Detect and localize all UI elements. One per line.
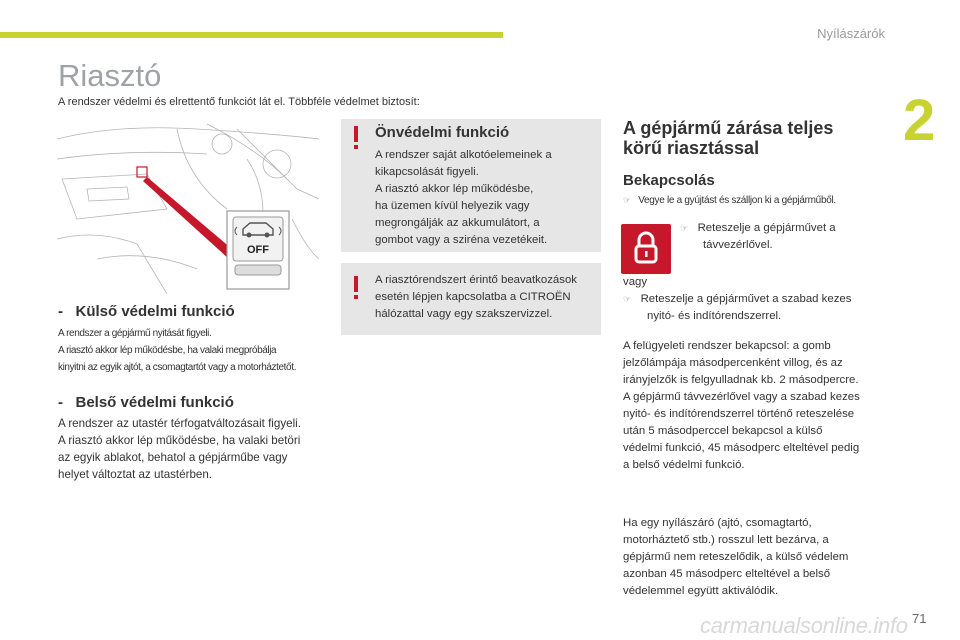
step-lock-remote: ☞ Reteszelje a gépjárművet a távvezérlővel. bbox=[680, 222, 836, 251]
or-text: vagy bbox=[623, 276, 648, 288]
header-accent-bar bbox=[0, 32, 503, 38]
dashboard-illustration bbox=[57, 119, 319, 294]
intro-text: A rendszer védelmi és elrettentő funkciót lát el. Többféle védelmet biztosít: bbox=[58, 96, 420, 108]
self-protection-text: A rendszer saját alkotóelemeinek a kikapcsolását figyeli. A riasztó akkor lép működésbe, ha üzemen kívül helyezik vagy megrongálják az akkumulátort, a gombot vagy a sziréna vezetékeit. bbox=[375, 149, 552, 246]
self-protection-heading: Önvédelmi funkció bbox=[375, 124, 510, 141]
warning-note-text: A riasztórendszert érintő beavatkozások esetén lépjen kapcsolatba a CITROËN hálózattal vagy egy szakszervizzel. bbox=[375, 274, 577, 320]
internal-protection-text: A rendszer az utastér térfogatváltozásait figyeli. A riasztó akkor lép működésbe, ha valaki betöri az egyik ablakot, behatol a gépjárműbe vagy helyet változtat az utastérben. bbox=[58, 417, 301, 481]
lock-button-icon bbox=[621, 224, 671, 274]
watermark: carmanualsonline.info bbox=[700, 613, 908, 638]
external-protection-text: A rendszer a gépjármű nyitását figyeli. A riasztó akkor lép működésbe, ha valaki megpróbálja kinyitni az egyik ajtót, a csomagtartót vagy a motorháztetőt. bbox=[58, 328, 296, 373]
page-title: Riasztó bbox=[58, 58, 162, 93]
badly-closed-note: Ha egy nyílászáró (ajtó, csomagtartó, motorháztető stb.) rosszul lett bezárva, a gépjármű nem reteszelődik, a külső védelem azonban 45 másodperc elteltével a belső védelemmel együtt aktiválódik. bbox=[623, 517, 849, 597]
off-label: OFF bbox=[247, 244, 269, 256]
locking-alarm-heading: A gépjármű zárása teljes körű riasztással bbox=[623, 118, 834, 158]
activation-description: A felügyeleti rendszer bekapcsol: a gomb jelzőlámpája másodpercenként villog, és az irányjelzők is felgyulladnak kb. 2 másodpercre. A gépjármű távvezérlővel vagy a szabad kezes nyitó- és indítórendszerrel történő reteszelése után 5 másodperccel bekapcsol a külső védelmi funkció, 45 másodperc elteltével pedig a belső védelmi funkció. bbox=[623, 340, 860, 471]
step-lock-keyless: ☞ Reteszelje a gépjárművet a szabad kezes nyitó- és indítórendszerrel. bbox=[623, 293, 852, 322]
external-protection-heading: - Külső védelmi funkció bbox=[58, 303, 235, 320]
page-number: 71 bbox=[912, 611, 927, 626]
section-label: Nyílászárók bbox=[817, 26, 885, 41]
step-switch-off-ignition: ☞ Vegye le a gyújtást és szálljon ki a gépjárműből. bbox=[623, 195, 836, 206]
activation-subheading: Bekapcsolás bbox=[623, 172, 715, 189]
warning-exclamation-icon bbox=[352, 274, 360, 302]
internal-protection-heading: - Belső védelmi funkció bbox=[58, 394, 234, 411]
warning-exclamation-icon bbox=[352, 124, 360, 152]
arrow-bullet-icon: ☞ bbox=[623, 294, 632, 304]
arrow-bullet-icon: ☞ bbox=[623, 195, 631, 205]
arrow-bullet-icon: ☞ bbox=[680, 223, 689, 233]
chapter-number: 2 bbox=[903, 88, 936, 153]
